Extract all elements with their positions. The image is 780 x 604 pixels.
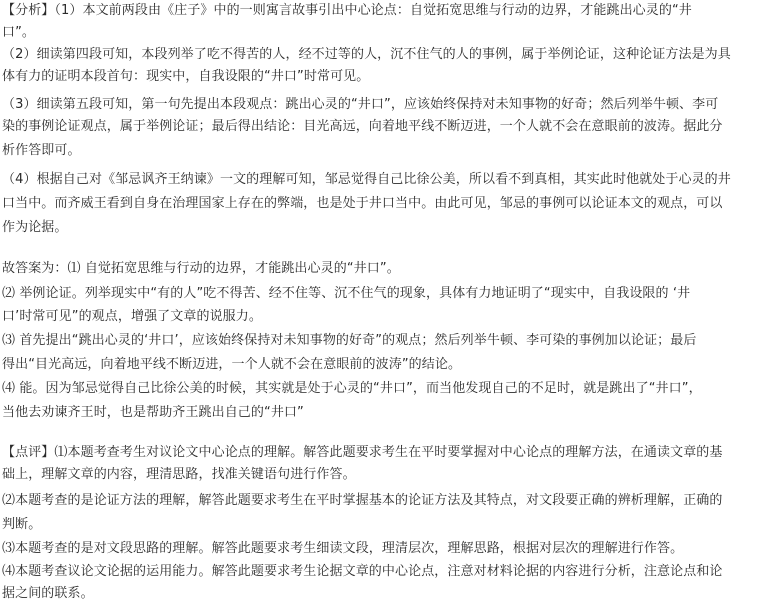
comment-line-4: 判断。 <box>2 517 42 532</box>
analysis-line-2: 口”。 <box>2 25 36 40</box>
answer-line-2: ⑵ 举例论证。列举现实中“有的人”吃不得苦、经不住等、沉不住气的现象，具体有力地证明了“现实中，自我设限的 ‘井 <box>2 286 691 301</box>
analysis-line-5: （3）细读第五段可知，第一句先提出本段观点：跳出心灵的“井口”，应该始终保持对未知事物的好奇；然后列举牛顿、李可 <box>2 97 719 112</box>
answer-line-1: 故答案为：⑴ 自觉拓宽思维与行动的边界，才能跳出心灵的“井口”。 <box>2 261 400 276</box>
answer-line-3: 口’时常可见”的观点，增强了文章的说服力。 <box>2 309 262 324</box>
analysis-line-9: 口当中。而齐威王看到自身在治理国家上存在的弊端，也是处于井口当中。由此可见，邹忌的事例可以论证本文的观点，可以 <box>2 196 723 211</box>
comment-line-1: 【点评】⑴本题考查考生对议论文中心论点的理解。解答此题要求考生在平时要掌握对中心论点的理解方法，在通读文章的基 <box>2 445 723 460</box>
answer-line-5: 得出“目光高远，向着地平线不断迈进，一个人就不会在意眼前的波涛”的结论。 <box>2 357 462 372</box>
comment-line-5: ⑶本题考查的是对文段思路的理解。解答此题要求考生细读文段，理清层次，理解思路，根据对层次的理解进行作答。 <box>2 541 684 556</box>
comment-line-2: 础上，理解文章的内容，理清思路，找准关键语句进行作答。 <box>2 467 356 482</box>
analysis-line-4: 体有力的证明本段首句：现实中，自我设限的“井口”时常可见。 <box>2 69 370 84</box>
answer-line-6: ⑷ 能。因为邹忌觉得自己比徐公美的时候，其实就是处于心灵的“井口”，而当他发现自己的不足时，就是跳出了“井口”， <box>2 381 702 396</box>
analysis-line-1: 【分析】（1）本文前两段由《庄子》中的一则寓言故事引出中心论点：自觉拓宽思维与行动的边界，才能跳出心灵的“井 <box>2 3 692 18</box>
answer-line-7: 当他去劝谏齐王时，也是帮助齐王跳出自己的“井口” <box>2 405 304 420</box>
analysis-line-8: （4）根据自己对《邹忌讽齐王纳谏》一文的理解可知，邹忌觉得自己比徐公美，所以看不到真相，其实此时他就处于心灵的井 <box>2 172 731 187</box>
analysis-tag: 【分析】 <box>2 3 55 18</box>
analysis-line-3: （2）细读第四段可知，本段列举了吃不得苦的人，经不过等的人，沉不住气的人的事例，属于举例论证，这种论证方法是为具 <box>2 47 731 62</box>
analysis-line-6: 染的事例论证观点，属于举例论证；最后得出结论：目光高远，向着地平线不断迈进，一个人就不会在意眼前的波涛。据此分 <box>2 119 723 134</box>
comment-line-7: 据之间的联系。 <box>2 586 94 601</box>
comment-tag: 【点评】 <box>2 445 55 460</box>
analysis-line-7: 析作答即可。 <box>2 143 81 158</box>
comment-line-3: ⑵本题考查的是论证方法的理解，解答此题要求考生在平时掌握基本的论证方法及其特点，对文段要正确的辨析理解，正确的 <box>2 493 723 508</box>
analysis-line-10: 作为论据。 <box>2 220 68 235</box>
answer-line-4: ⑶ 首先提出“跳出心灵的‘井口’，应该始终保持对未知事物的好奇”的观点；然后列举牛顿、李可染的事例加以论证；最后 <box>2 333 697 348</box>
comment-line-6: ⑷本题考查议论文论据的运用能力。解答此题要求考生论据文章的中心论点，注意对材料论据的内容进行分析，注意论点和论 <box>2 564 723 579</box>
